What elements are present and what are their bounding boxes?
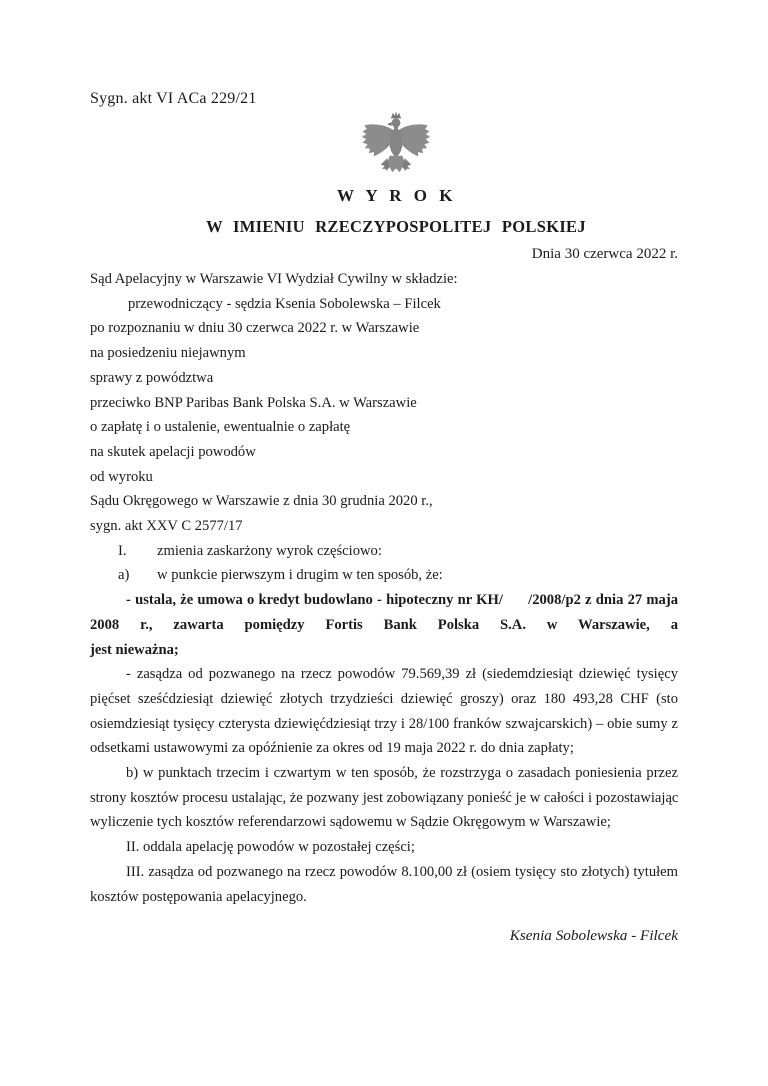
ruling-point-1b-paragraph <box>90 761 678 835</box>
finding-line-2: 2008 r., zawarta pomiędzy Fortis Bank Polska S.A. w Warszawie, a <box>90 616 678 633</box>
award-line-3: osiemdziesiąt tysięcy czterysta dziewięćdziesiąt trzy i 28/100 franków szwajcarskich) – obie sumy z <box>90 715 678 732</box>
hearing-line: po rozpoznaniu w dniu 30 czerwca 2022 r. w Warszawie <box>90 320 420 337</box>
ruling-award-paragraph <box>90 662 678 761</box>
judgment-title: W Y R O K <box>337 186 455 205</box>
point-1b-line-1: b) w punktach trzecim i czwartym w ten sposób, że rozstrzyga o zasadach poniesienia przez <box>126 765 678 782</box>
finding-line-1: - ustala, że umowa o kredyt budowlano - hipoteczny nr KH/ /2008/p2 z dnia 27 maja <box>126 592 678 609</box>
court-composition-line: Sąd Apelacyjny w Warszawie VI Wydział Cywilny w składzie: <box>90 271 458 287</box>
claim-intro-line: sprawy z powództwa <box>90 369 214 386</box>
award-line-4: odsetkami ustawowymi za opóźnienie za okres od 19 maja 2022 r. do dnia zapłaty; <box>90 740 574 757</box>
session-line: na posiedzeniu niejawnym <box>90 345 246 362</box>
ruling-point-1a <box>90 563 678 588</box>
presiding-judge-line: przewodniczący - sędzia Ksenia Sobolewska – Filcek <box>128 295 441 312</box>
lower-court-line: Sądu Okręgowego w Warszawie z dnia 30 grudnia 2020 r., <box>90 493 433 510</box>
ruling-point-2: II. oddala apelację powodów w pozostałej części; <box>126 839 415 856</box>
appeal-line: na skutek apelacji powodów <box>90 443 256 460</box>
subject-line: o zapłatę i o ustalenie, ewentualnie o zapłatę <box>90 419 351 436</box>
document-header <box>90 110 702 237</box>
point-1b-line-2: strony kosztów procesu ustalając, że pozwany jest zobowiązany ponieść je w całości i pozostawiając <box>90 789 679 806</box>
finding-line-3: jest nieważna; <box>90 641 179 658</box>
award-line-1: - zasądza od pozwanego na rzecz powodów 79.569,39 zł (siedemdziesiąt dziewięć tysięcy <box>126 666 678 683</box>
judgment-date: Dnia 30 czerwca 2022 r. <box>531 246 678 262</box>
defendant-line: przeciwko BNP Paribas Bank Polska S.A. w Warszawie <box>90 394 417 411</box>
judgment-subtitle: W IMIENIU RZECZYPOSPOLITEJ POLSKIEJ <box>206 217 586 236</box>
ruling-point-1 <box>90 539 678 564</box>
point-3-line-1: III. zasądza od pozwanego na rzecz powodów 8.100,00 zł (osiem tysięcy sto złotych) tytułem <box>126 863 678 880</box>
judgment-body <box>90 267 678 909</box>
point-1a-text: w punkcie pierwszym i drugim w ten sposób, że: <box>157 567 443 584</box>
from-judgment-line: od wyroku <box>90 468 153 485</box>
ruling-finding-paragraph <box>90 588 678 662</box>
judge-signature: Ksenia Sobolewska - Filcek <box>509 927 678 944</box>
point-1-text: zmienia zaskarżony wyrok częściowo: <box>157 542 382 559</box>
point-3-line-2: kosztów postępowania apelacyjnego. <box>90 888 307 905</box>
point-1-number: I. <box>118 542 127 559</box>
point-1b-line-3: wyliczenie tych kosztów referendarzowi sądowemu w Sądzie Okręgowym w Warszawie; <box>90 814 611 831</box>
case-reference: Sygn. akt VI ACa 229/21 <box>90 90 257 107</box>
point-1a-number: a) <box>118 567 130 584</box>
lower-case-ref-line: sygn. akt XXV C 2577/17 <box>90 518 243 535</box>
award-line-2: pięćset sześćdziesiąt dziewięć złotych trzydzieści dziewięć groszy) oraz 180 493,28 CHF (sto <box>90 690 678 707</box>
polish-eagle-emblem-icon <box>90 110 702 180</box>
ruling-point-3-paragraph <box>90 860 678 909</box>
